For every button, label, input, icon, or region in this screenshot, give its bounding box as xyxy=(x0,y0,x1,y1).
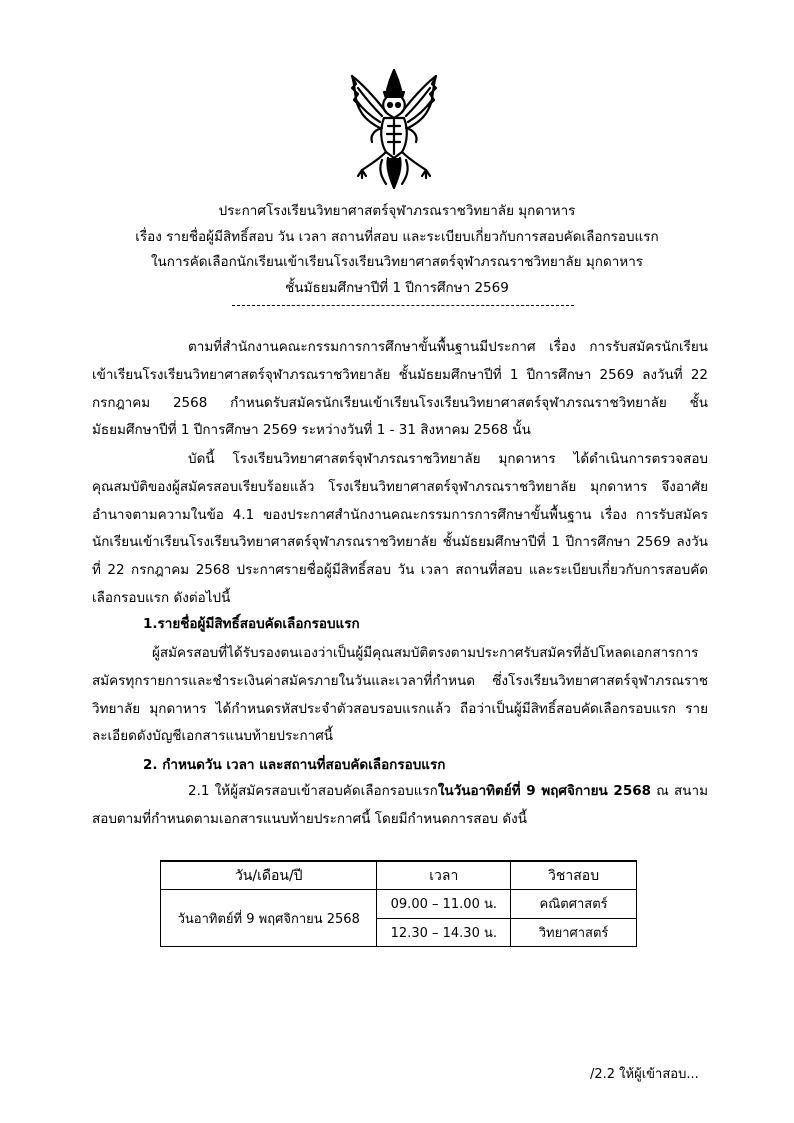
time-cell: 12.30 – 14.30 น. xyxy=(377,918,511,947)
header-title: ประกาศโรงเรียนวิทยาศาสตร์จุฬาภรณราชวิทยาลัย มุกดาหาร xyxy=(218,203,576,219)
intro-paragraph: ตามที่สำนักงานคณะกรรมการการศึกษาขั้นพื้นฐานมีประกาศ เรื่อง การรับสมัครนักเรียนเข้าเรียนโรงเรียนวิทยาศาสตร์จุฬาภรณราชวิทยาลัย ชั้นมัธยมศึกษาปีที่ 1 ปีการศึกษา 2569 ลงวันที่ 22 กรกฎาคม 2568 กำหนดรับสมัครนักเรียนเข้าเรียนโรงเรียนวิทยาศาสตร์จุฬาภรณราชวิทยาลัย ชั้นมัธยมศึกษาปีที่ 1 ปีการศึกษา 2569 ระหว่างวันที่ 1 - 31 สิงหาคม 2568 นั้น xyxy=(92,339,708,439)
section-2-lead: 2.1 ให้ผู้สมัครสอบเข้าสอบคัดเลือกรอบแรก xyxy=(188,783,438,799)
header-grade-year: ชั้นมัธยมศึกษาปีที่ 1 ปีการศึกษา 2569 xyxy=(285,279,509,296)
section-2-paragraph xyxy=(92,778,708,834)
announcement-paragraph: บัดนี้ โรงเรียนวิทยาศาสตร์จุฬาภรณราชวิทยาลัย มุกดาหาร ได้ดำเนินการตรวจสอบคุณสมบัติของผู้สมัครสอบเรียบร้อยแล้ว โรงเรียนวิทยาศาสตร์จุฬาภรณราชวิทยาลัย มุกดาหาร จึงอาศัยอำนาจตามความในข้อ 4.1 ของประกาศสำนักงานคณะกรรมการการศึกษาขั้นพื้นฐาน เรื่อง การรับสมัครนักเรียนเข้าเรียนโรงเรียนวิทยาศาสตร์จุฬาภรณราชวิทยาลัย ชั้นมัธยมศึกษาปีที่ 1 ปีการศึกษา 2569 ลงวันที่ 22 กรกฎาคม 2568 ประกาศรายชื่อผู้มีสิทธิ์สอบ วัน เวลา สถานที่สอบ และระเบียบเกี่ยวกับการสอบคัดเลือกรอบแรก ดังต่อไปนี้ xyxy=(92,451,708,606)
header-subject: เรื่อง รายชื่อผู้มีสิทธิ์สอบ วัน เวลา สถานที่สอบ และระเบียบเกี่ยวกับการสอบคัดเลือกรอบแรก xyxy=(135,228,659,245)
garuda-emblem xyxy=(346,66,442,192)
exam-date-highlight: ในวันอาทิตย์ที่ 9 พฤศจิกายน 2568 xyxy=(437,783,652,799)
header-context: ในการคัดเลือกนักเรียนเข้าเรียนโรงเรียนวิทยาศาสตร์จุฬาภรณราชวิทยาลัย มุกดาหาร xyxy=(150,254,644,270)
subject-cell: คณิตศาสตร์ xyxy=(511,890,637,919)
table-header-row xyxy=(161,861,637,890)
section-1-title: 1.รายชื่อผู้มีสิทธิ์สอบคัดเลือกรอบแรก xyxy=(143,616,360,632)
dashed-divider xyxy=(232,305,574,306)
header-time: เวลา xyxy=(377,861,511,890)
continuation-note: /2.2 ให้ผู้เข้าสอบ... xyxy=(590,1067,699,1082)
section-2-rest: ณ สนามสอบตามที่กำหนดตามเอกสารแนบท้ายประกาศนี้ โดยมีกำหนดการสอบ ดังนี้ xyxy=(92,783,708,827)
header-subject: วิชาสอบ xyxy=(511,861,637,890)
time-cell: 09.00 – 11.00 น. xyxy=(377,890,511,919)
exam-schedule-table xyxy=(160,860,637,947)
section-2-title: 2. กำหนดวัน เวลา และสถานที่สอบคัดเลือกรอบแรก xyxy=(143,757,446,773)
subject-cell: วิทยาศาสตร์ xyxy=(511,918,637,947)
header-date: วัน/เดือน/ปี xyxy=(161,861,377,890)
table-row xyxy=(161,890,637,919)
section-1-paragraph: ผู้สมัครสอบที่ได้รับรองตนเองว่าเป็นผู้มีคุณสมบัติตรงตามประกาศรับสมัครที่อัปโหลดเอกสารการสมัครทุกรายการและชำระเงินค่าสมัครภายในวันและเวลาที่กำหนด ซึ่งโรงเรียนวิทยาศาสตร์จุฬาภรณราชวิทยาลัย มุกดาหาร ได้กำหนดรหัสประจำตัวสอบรอบแรกแล้ว ถือว่าเป็นผู้มีสิทธิ์สอบคัดเลือกรอบแรก รายละเอียดดังบัญชีเอกสารแนบท้ายประกาศนี้ xyxy=(92,645,708,745)
announcement-header xyxy=(0,199,794,301)
exam-date-cell: วันอาทิตย์ที่ 9 พฤศจิกายน 2568 xyxy=(161,890,377,947)
